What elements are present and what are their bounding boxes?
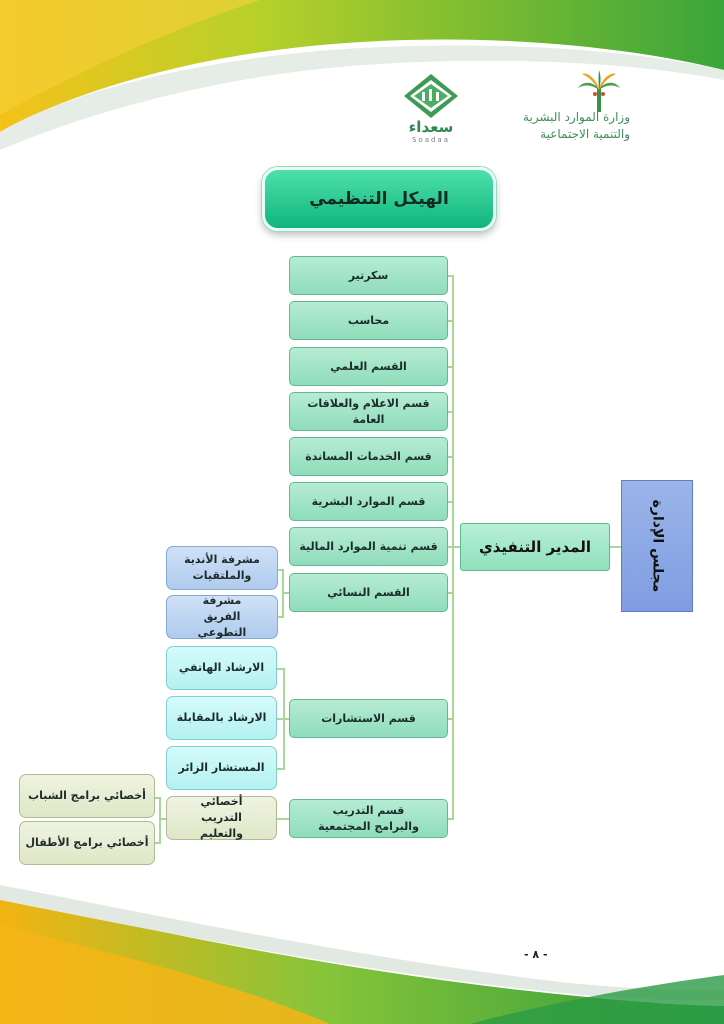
dept-hr: قسم الموارد البشرية	[289, 482, 448, 521]
connector	[448, 546, 460, 548]
connector	[448, 456, 454, 458]
brand-name: سعداء	[408, 118, 454, 136]
executive-director-box: المدير التنفيذي	[460, 523, 610, 571]
connector	[448, 501, 454, 503]
chart-title: الهيكل التنظيمي	[262, 167, 496, 231]
dept-scientific: القسم العلمي	[289, 347, 448, 386]
dept-accountant: محاسب	[289, 301, 448, 340]
connector	[448, 275, 454, 277]
dept-secretary: سكرتير	[289, 256, 448, 295]
women-sub-volunteer: مشرفة الفريق التطوعي	[166, 595, 278, 639]
specialist-sub-children: أخصائي برامج الأطفال	[19, 821, 155, 865]
dept-training: قسم التدريب والبرامج المجتمعية	[289, 799, 448, 838]
consult-sub-visitor: المستشار الزائر	[166, 746, 277, 790]
consult-sub-interview: الارشاد بالمقابلة	[166, 696, 277, 740]
soadaa-logo-icon	[400, 72, 462, 124]
connector	[277, 768, 285, 770]
training-sub-specialist: أخصائي التدريب والتعليم	[166, 796, 277, 840]
connector	[277, 718, 289, 720]
connector	[278, 569, 284, 571]
connector	[278, 616, 284, 618]
connector	[610, 546, 621, 548]
connector	[448, 411, 454, 413]
board-label: مجلس الإدارة	[649, 499, 666, 593]
specialist-sub-youth: أخصائي برامج الشباب	[19, 774, 155, 818]
connector	[277, 668, 285, 670]
board-box	[621, 480, 693, 612]
women-sub-clubs: مشرفة الأندية والملتقيات	[166, 546, 278, 590]
dept-consultations: قسم الاستشارات	[289, 699, 448, 738]
consult-sub-phone: الارشاد الهاتفي	[166, 646, 277, 690]
connector	[448, 592, 454, 594]
dept-media: قسم الاعلام والعلاقات العامة	[289, 392, 448, 431]
connector	[282, 592, 289, 594]
dept-finance: قسم تنمية الموارد المالية	[289, 527, 448, 566]
connector	[155, 842, 161, 844]
ministry-name-line1: وزارة الموارد البشرية	[523, 110, 630, 124]
connector	[159, 797, 161, 843]
ministry-palm-icon	[576, 70, 622, 114]
brand-latin-name: Soadaa	[411, 136, 451, 144]
connector	[448, 718, 454, 720]
page-number: - ٨ -	[524, 948, 548, 961]
dept-support: قسم الخدمات المساندة	[289, 437, 448, 476]
ministry-name-line2: والتنمية الاجتماعية	[540, 127, 630, 141]
dept-women: القسم النسائي	[289, 573, 448, 612]
connector	[448, 818, 454, 820]
connector	[159, 818, 166, 820]
connector	[448, 366, 454, 368]
connector	[277, 818, 289, 820]
connector	[155, 797, 161, 799]
connector	[448, 320, 454, 322]
